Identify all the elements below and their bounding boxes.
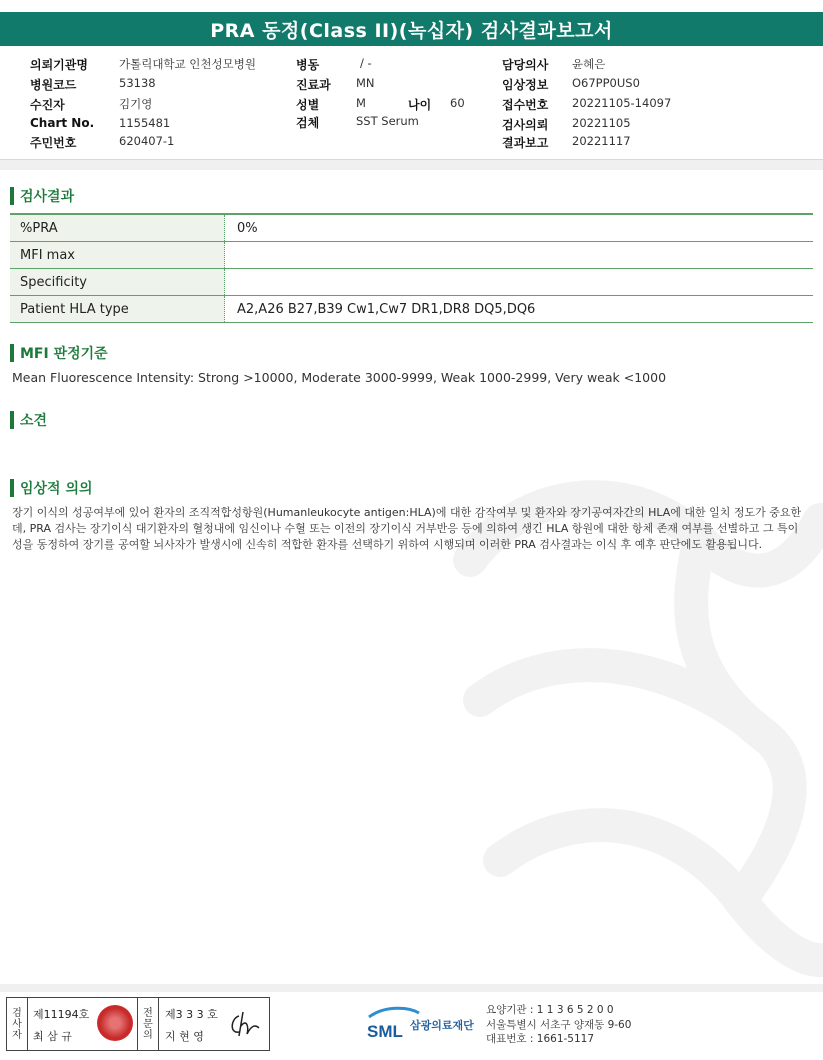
ward-value: / -: [360, 56, 372, 70]
resident-label: 주민번호: [30, 136, 77, 150]
age-value: 60: [450, 96, 465, 110]
table-row: [10, 296, 813, 323]
sex-label: 성별: [296, 98, 320, 112]
report-date-label: 결과보고: [502, 136, 549, 150]
receipt-label: 접수번호: [502, 98, 549, 112]
table-row: [10, 269, 813, 296]
section-title: MFI 판정기준: [20, 346, 108, 362]
chart-value: 1155481: [119, 116, 171, 130]
patient-value: 김기영: [119, 97, 153, 111]
doctor-label: 담당의사: [502, 58, 549, 72]
reviewer-vertical-label: 전 문 의: [137, 998, 159, 1050]
dept-value: MN: [356, 76, 375, 90]
result-value: A2,A26 B27,B39 Cw1,Cw7 DR1,DR8 DQ5,DQ6: [225, 296, 814, 323]
results-table: [10, 213, 813, 323]
table-row: [10, 214, 813, 242]
org-phone: 대표번호 : 1661-5117: [486, 1033, 595, 1045]
section-marker: [10, 479, 14, 497]
reviewer-name: 지 현 영: [165, 1030, 204, 1043]
section-title: 임상적 의의: [20, 481, 93, 497]
section-mfi: [10, 343, 108, 363]
ward-label: 병동: [296, 58, 320, 72]
org-code: 요양기관 : 1 1 3 6 5 2 0 0: [486, 1004, 614, 1016]
divider-band: [0, 160, 823, 170]
request-label: 검사의뢰: [502, 118, 549, 132]
institution-value: 가톨릭대학교 인천성모병원: [119, 57, 256, 71]
age-label: 나이: [408, 98, 432, 112]
section-results: [10, 186, 74, 206]
section-findings: [10, 410, 47, 430]
patient-info-block: [0, 52, 823, 158]
reviewer-license: 제3 3 3 호: [165, 1008, 218, 1021]
specimen-value: SST Serum: [356, 114, 419, 128]
clinical-significance-text: 장기 이식의 성공여부에 있어 환자의 조직적합성항원(Humanleukocyte antigen:HLA)에 대한 감작여부 및 환자와 장기공여자간의 HLA에 대한 일치 정도가 중요한데, PRA 검사는 장기이식 대기환자의 혈청내에 임신이나 수혈 또는 이전의 장기이식 거부반응 등에 의하여 생긴 HLA 항원에 대한 항체 존재 여부를 선별하고 그 특이성을 동정하여 장기를 공여할 뇌사자가 발생시에 신속히 적합한 환자를 선택하기 위하여 시행되며 이러한 PRA 검사결과는 이식 후 예후 판단에도 활용됩니다.: [12, 506, 802, 551]
section-title: 소견: [20, 413, 48, 429]
examiner-license: 제11194호: [33, 1008, 90, 1021]
doctor-value: 윤혜은: [572, 57, 606, 71]
receipt-value: 20221105-14097: [572, 96, 672, 110]
patient-label: 수진자: [30, 98, 65, 112]
section-clinical: [10, 478, 93, 498]
examiner-name: 최 삼 규: [33, 1030, 72, 1043]
seal-stamp: [97, 1005, 133, 1041]
signature: [225, 1008, 263, 1040]
mfi-criteria-text: Mean Fluorescence Intensity: Strong >10000, Moderate 3000-9999, Weak 1000-2999, Very weak <1000: [12, 370, 667, 385]
examiner-vertical-label: 검 사 자: [7, 998, 28, 1050]
result-key: Specificity: [10, 269, 225, 296]
sex-value: M: [356, 96, 366, 110]
clinical-info-label: 임상정보: [502, 78, 549, 92]
chart-label: Chart No.: [30, 116, 95, 130]
clinical-info-value: O67PP0US0: [572, 76, 640, 90]
section-marker: [10, 187, 14, 205]
org-logo-text: SML: [367, 1022, 403, 1041]
footer-divider: [0, 984, 823, 992]
table-row: [10, 242, 813, 269]
institution-label: 의뢰기관명: [30, 58, 88, 72]
result-key: %PRA: [10, 214, 225, 242]
section-marker: [10, 344, 14, 362]
specimen-label: 검체: [296, 116, 320, 130]
org-name: 삼광의료재단: [410, 1019, 474, 1032]
hospital-code-label: 병원코드: [30, 78, 77, 92]
request-value: 20221105: [572, 116, 631, 130]
result-value: [225, 242, 814, 269]
result-key: Patient HLA type: [10, 296, 225, 323]
resident-value: 620407-1: [119, 134, 175, 148]
result-value: 0%: [225, 214, 814, 242]
signature-box: [6, 997, 270, 1051]
org-street: 서울특별시 서초구 양재동 9-60: [486, 1018, 632, 1031]
section-marker: [10, 411, 14, 429]
hospital-code-value: 53138: [119, 76, 156, 90]
result-value: [225, 269, 814, 296]
section-title: 검사결과: [20, 189, 75, 205]
report-date-value: 20221117: [572, 134, 631, 148]
result-key: MFI max: [10, 242, 225, 269]
dept-label: 진료과: [296, 78, 331, 92]
org-address: [486, 1003, 631, 1047]
report-title: PRA 동정(Class II)(녹십자) 검사결과보고서: [0, 12, 823, 46]
